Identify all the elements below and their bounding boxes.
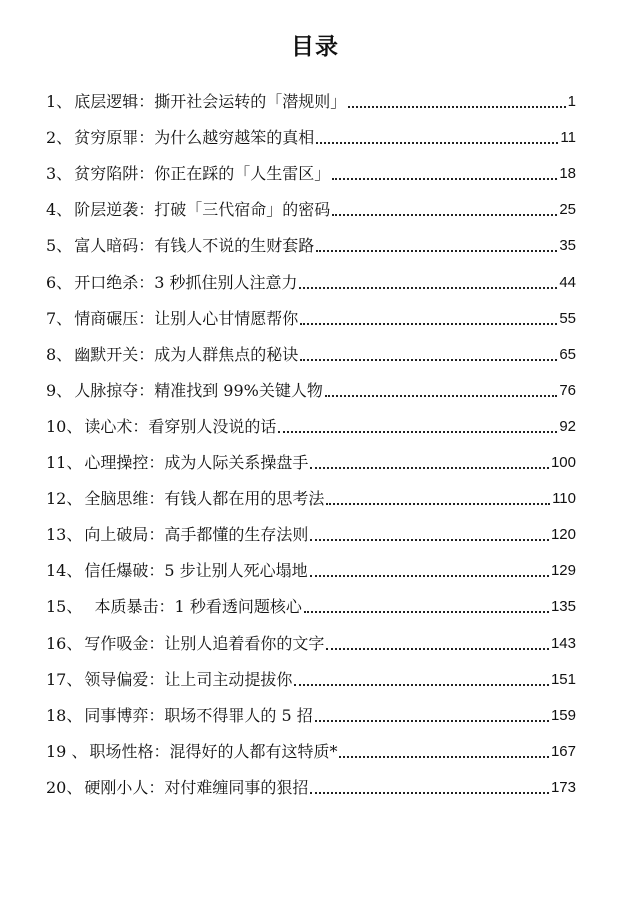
toc-entry-number: 19 、 bbox=[46, 741, 88, 761]
toc-entry-title: 幽默开关：成为人群焦点的秘诀 bbox=[74, 344, 299, 364]
toc-entry bbox=[46, 509, 576, 545]
toc-entry-number: 4、 bbox=[46, 200, 73, 220]
toc-entry-number: 6、 bbox=[46, 272, 73, 292]
toc-entry-number: 5、 bbox=[46, 236, 73, 256]
toc-entry-title: 全脑思维：有钱人都在用的思考法 bbox=[84, 489, 325, 509]
toc-entry-title: 贫穷原罪：为什么越穷越笨的真相 bbox=[74, 128, 315, 148]
toc-page-number: 120 bbox=[550, 526, 576, 544]
toc-dot-leader bbox=[325, 393, 557, 397]
toc-entry-title: 同事博弈：职场不得罪人的 5 招 bbox=[84, 705, 313, 725]
toc-dot-leader bbox=[294, 682, 549, 686]
toc-dot-leader bbox=[326, 501, 550, 505]
toc-entry-title: 心理操控：成为人际关系操盘手 bbox=[84, 453, 309, 473]
toc-page-number: 18 bbox=[559, 165, 576, 183]
toc-dot-leader bbox=[278, 429, 557, 433]
toc-entry bbox=[46, 293, 576, 329]
toc-entry-title: 职场性格：混得好的人都有这特质* bbox=[89, 741, 338, 761]
toc-entry bbox=[46, 690, 576, 726]
toc-entry-number: 8、 bbox=[46, 344, 73, 364]
toc-entry bbox=[46, 762, 576, 798]
toc-entry-title: 本质暴击：1 秒看透问题核心 bbox=[84, 597, 302, 617]
toc-entry bbox=[46, 148, 576, 184]
toc-dot-leader bbox=[332, 176, 557, 180]
toc-dot-leader bbox=[316, 140, 558, 144]
toc-entry-number: 9、 bbox=[46, 380, 73, 400]
toc-entry-title: 写作吸金：让别人追着看你的文字 bbox=[84, 633, 325, 653]
toc-page-number: 44 bbox=[559, 273, 576, 291]
toc-entry-number: 12、 bbox=[46, 489, 83, 509]
toc-dot-leader bbox=[300, 321, 557, 325]
toc-entry-number: 15、 bbox=[46, 597, 83, 617]
toc-page-number: 76 bbox=[559, 381, 576, 399]
toc-dot-leader bbox=[310, 465, 549, 469]
toc-entry-title: 富人暗码：有钱人不说的生财套路 bbox=[74, 236, 315, 256]
toc-entry bbox=[46, 581, 576, 617]
toc-page-number: 110 bbox=[552, 490, 576, 508]
toc-entry-number: 18、 bbox=[46, 705, 83, 725]
toc-entry-title: 向上破局：高手都懂的生存法则 bbox=[84, 525, 309, 545]
toc-entry bbox=[46, 401, 576, 437]
toc-entry-number: 17、 bbox=[46, 669, 83, 689]
toc-entry bbox=[46, 220, 576, 256]
toc-entry-title: 领导偏爱：让上司主动提拔你 bbox=[84, 669, 293, 689]
toc-entry-title: 底层逻辑：撕开社会运转的「潜规则」 bbox=[74, 92, 347, 112]
toc-entry-title: 情商碾压：让别人心甘情愿帮你 bbox=[74, 308, 299, 328]
toc-entry-title: 阶层逆袭：打破「三代宿命」的密码 bbox=[74, 200, 331, 220]
toc-entry-title: 读心术：看穿别人没说的话 bbox=[84, 416, 277, 436]
toc-dot-leader bbox=[315, 718, 549, 722]
toc-entry bbox=[46, 365, 576, 401]
toc-dot-leader bbox=[310, 573, 549, 577]
toc-entry-number: 7、 bbox=[46, 308, 73, 328]
toc-page-number: 25 bbox=[559, 201, 576, 219]
toc-page-number: 1 bbox=[567, 93, 576, 111]
toc-entry-title: 人脉掠夺：精准找到 99%关键人物 bbox=[74, 380, 323, 400]
toc-page-number: 151 bbox=[550, 670, 576, 688]
toc-entry-number: 1、 bbox=[46, 92, 73, 112]
toc-entry-title: 信任爆破：5 步让别人死心塌地 bbox=[84, 561, 308, 581]
toc-dot-leader bbox=[348, 104, 565, 108]
toc-entry-number: 20、 bbox=[46, 777, 83, 797]
toc-page-number: 55 bbox=[559, 309, 576, 327]
toc-page-number: 11 bbox=[560, 129, 576, 147]
toc-entry bbox=[46, 329, 576, 365]
toc-dot-leader bbox=[304, 609, 549, 613]
toc-entry bbox=[46, 112, 576, 148]
toc-entry bbox=[46, 184, 576, 220]
toc-dot-leader bbox=[339, 754, 549, 758]
toc-page-number: 92 bbox=[559, 417, 576, 435]
toc-entry-number: 13、 bbox=[46, 525, 83, 545]
toc-entry-number: 11、 bbox=[46, 453, 83, 473]
toc-page-number: 159 bbox=[550, 706, 576, 724]
toc-entry bbox=[46, 654, 576, 690]
toc-page-number: 129 bbox=[550, 562, 576, 580]
toc-entry-title: 贫穷陷阱：你正在踩的「人生雷区」 bbox=[74, 164, 331, 184]
toc-page-number: 143 bbox=[550, 634, 576, 652]
toc-entry-number: 14、 bbox=[46, 561, 83, 581]
toc-page-number: 35 bbox=[559, 237, 576, 255]
toc-dot-leader bbox=[326, 646, 549, 650]
toc-page-number: 167 bbox=[550, 742, 576, 760]
toc-dot-leader bbox=[299, 285, 557, 289]
toc-entry-number: 2、 bbox=[46, 128, 73, 148]
toc-page-number: 100 bbox=[550, 454, 576, 472]
toc-dot-leader bbox=[300, 357, 557, 361]
toc-page-number: 65 bbox=[559, 345, 576, 363]
toc-entry bbox=[46, 617, 576, 653]
toc-list bbox=[46, 76, 576, 798]
toc-entry bbox=[46, 437, 576, 473]
toc-entry bbox=[46, 545, 576, 581]
toc-entry-title: 开口绝杀：3 秒抓住别人注意力 bbox=[74, 272, 298, 292]
toc-entry-number: 16、 bbox=[46, 633, 83, 653]
toc-dot-leader bbox=[310, 790, 549, 794]
toc-dot-leader bbox=[332, 212, 557, 216]
toc-page-number: 173 bbox=[550, 778, 576, 796]
toc-dot-leader bbox=[310, 537, 549, 541]
toc-entry bbox=[46, 76, 576, 112]
toc-entry-number: 10、 bbox=[46, 416, 83, 436]
toc-dot-leader bbox=[316, 248, 557, 252]
toc-entry bbox=[46, 256, 576, 292]
toc-page-number: 135 bbox=[550, 598, 576, 616]
toc-entry-number: 3、 bbox=[46, 164, 73, 184]
toc-title: 目录 bbox=[291, 34, 339, 60]
toc-entry bbox=[46, 726, 576, 762]
toc-entry-title: 硬刚小人：对付难缠同事的狠招 bbox=[84, 777, 309, 797]
toc-entry bbox=[46, 473, 576, 509]
